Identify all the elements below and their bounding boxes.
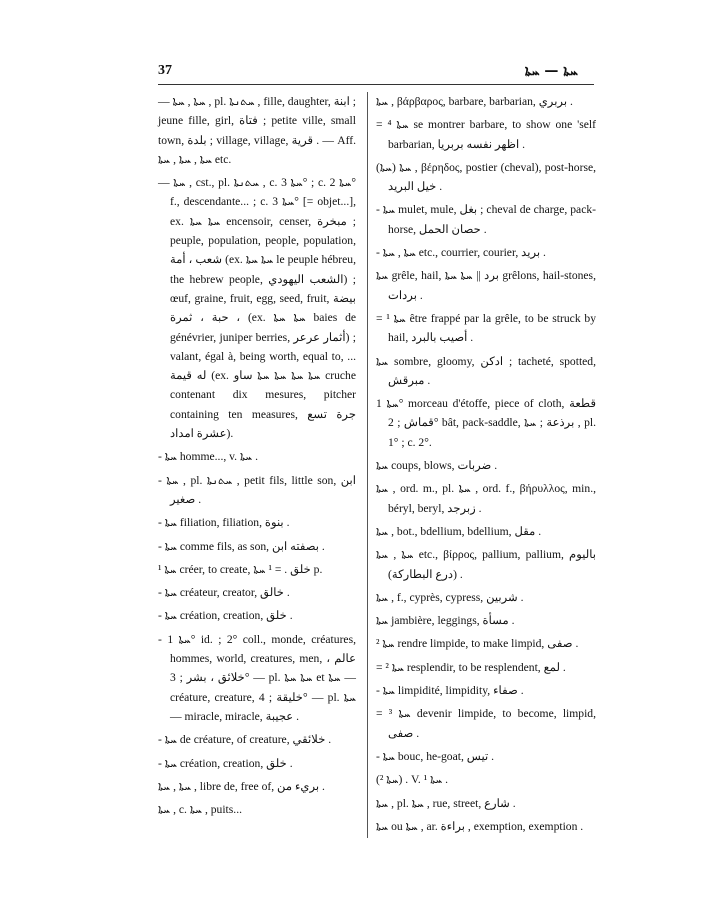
header-rule [158,84,594,85]
dictionary-entry: (ܚܬܐ ²) . V. ¹ ܚܬܐ . [376,773,449,787]
page-number: 37 [158,63,172,78]
dictionary-entry: ܚܬܐ (ܚܬܐ) , βέρηδος, postier (cheval), post-horse, خيل البريد . [376,160,596,194]
dictionary-entry: - ܚܬܐ créateur, creator, خالق . [158,586,290,600]
dictionary-entry: — ܚܬܐ , cst., pl. ܚܬܢܬܐ , c. ܚܬܐ 3° ; c. ܚܬܐ 2° f., descendante... ; c. ܚܬܐ 3° [= objet...], ex. ܚܬܐ ܚܬܐ encensoir, censer, مبخرة ; peuple, population, people, population, شعب ، أمة (ex. ܚܬܐ ܚܬܐ le peuple hébreu, the hebrew people, الشعب اليهودي) ; œuf, graine, fruit, egg, seed, fruit, بيضة ، حبة ، ثمرة (ex. ܚܬܐ ܚܬܐ baies de génévrier, juniper berries, أثمار عرعر) ; valant, égal à, being worth, equal to, ... له قيمة (ex. ܚܬܐ ܚܬܐ ܚܬܐ ܚܬܐ ساو cruche contenant dix mesures, pitcher containing ten measures, جرة تسع عشرة امداد). [158,176,357,441]
dictionary-entry: - ܚܬܐ homme..., v. ܚܬܐ . [158,450,258,464]
dictionary-entry: = ² ܚܬܐ resplendir, to be resplendent, لمع . [376,660,566,674]
dictionary-entry: ܚܬܐ coups, blows, ضربات . [376,459,498,473]
running-head: ܚܬܐ — ܚܬܐ [524,63,578,79]
dictionary-entry: - ܚܬܐ , pl. ܚܬܢܬܐ , petit fils, little son, ابن صغير . [158,473,356,506]
dictionary-entry: ܚܬܐ , ܚܬܐ etc., βίρρος, pallium, pallium, باليوم (درع البطاركة) . [376,548,596,581]
dictionary-entry: = ³ ܚܬܐ devenir limpide, to become, limpid, صفى . [376,707,597,740]
dictionary-entry: - ܚܬܐ filiation, filiation, بنوة . [158,516,290,530]
dictionary-entry: ܚܬܐ , c. ܚܬܐ , puits... [158,803,242,817]
dictionary-entry: - ܚܬܐ , ܚܬܐ etc., courrier, courier, بريد . [376,246,546,260]
dictionary-entry: - ܚܬܐ 1° id. ; 2° coll., monde, créatures, hommes, world, creatures, men, عالم ، خلائق ، بشر ; 3° — pl. ܚܬܐ ܚܬܐ et ܚܬܐ — créature, creature, خليقة ; 4° — pl. ܚܬܐ — miracle, miracle, عجيبة . [158,632,356,723]
dictionary-entry: ܚܬܐ 1° morceau d'étoffe, piece of cloth, قطعة قماش ; 2° bât, pack-saddle, برذعة ; ܚܬܐ , pl. 1° ; c. 2°. [376,397,596,449]
dictionary-entry: ܚܬܐ , ܚܬܐ , libre de, free of, بريء من . [158,779,325,793]
dictionary-entry: = ¹ ܚܬܐ être frappé par la grêle, to be struck by hail, أصيب بالبرد . [376,311,596,345]
dictionary-entry: - ܚܬܐ mulet, mule, بغل ; cheval de charge, pack-horse, حصان الحمل . [376,203,596,236]
column-divider [367,92,368,838]
dictionary-entry: - ܚܬܐ création, creation, خلق . [158,756,293,770]
left-column [158,92,356,823]
dictionary-entry: ܚܬܐ grêle, hail, برد || ܚܬܐ ܚܬܐ grêlons, hail-stones, بردات . [376,269,596,302]
dictionary-entry: ܚܬܐ sombre, gloomy, ادكن ; tacheté, spotted, مبرقش . [376,354,597,387]
dictionary-entry: ¹ ܚܬܐ créer, to create, خلق . = ¹ ܚܬܐ p. [158,562,323,576]
dictionary-entry: - ܚܬܐ limpidité, limpidity, صفاء . [376,684,524,698]
dictionary-entry: - ܚܬܐ de créature, of creature, خلائقي . [158,733,332,747]
dictionary-entry: - ܚܬܐ comme fils, as son, بصفته ابن . [158,539,325,553]
dictionary-entry: ܚܬܐ , βάρβαρος, barbare, barbarian, بربري . [376,95,573,108]
dictionary-entry: = ⁴ ܚܬܐ se montrer barbare, to show one 'self barbarian, اظهر نفسه بربريا . [376,118,596,151]
dictionary-entry: ܚܬܐ jambière, leggings, مسأة . [376,614,515,628]
dictionary-entry: - ܚܬܐ bouc, he-goat, تيس . [376,749,495,763]
dictionary-entry: ܚܬܐ , ord. m., pl. ܚܬܐ , ord. f., βήρυλλος, min., béryl, beryl, زبرجد . [376,482,596,515]
dictionary-entry: ܚܬܐ , f., cyprès, cypress, شربين . [376,590,524,604]
dictionary-entry: - ܚܬܐ création, creation, خلق . [158,609,293,623]
dictionary-entry: ܚܬܐ ou ܚܬܐ , ar. براءة , exemption, exemption . [376,819,584,833]
dictionary-entry: ² ܚܬܐ rendre limpide, to make limpid, صفى . [376,637,579,651]
right-column [376,92,596,840]
dictionary-entry: ܚܬܐ , pl. ܚܬܐ , rue, street, شارع . [376,796,516,810]
dictionary-entry: — ܚܬܐ , ܚܬܐ , pl. ܚܬܢܬܐ , fille, daughter, ابنة ; jeune fille, girl, فتاة ; petite ville, small town, بلدة ; village, village, قرية . — Aff. ܚܬܐ , ܚܬܐ , ܚܬܐ etc. [158,95,357,166]
dictionary-entry: ܚܬܐ , bot., bdellium, bdellium, مقل . [376,524,542,538]
